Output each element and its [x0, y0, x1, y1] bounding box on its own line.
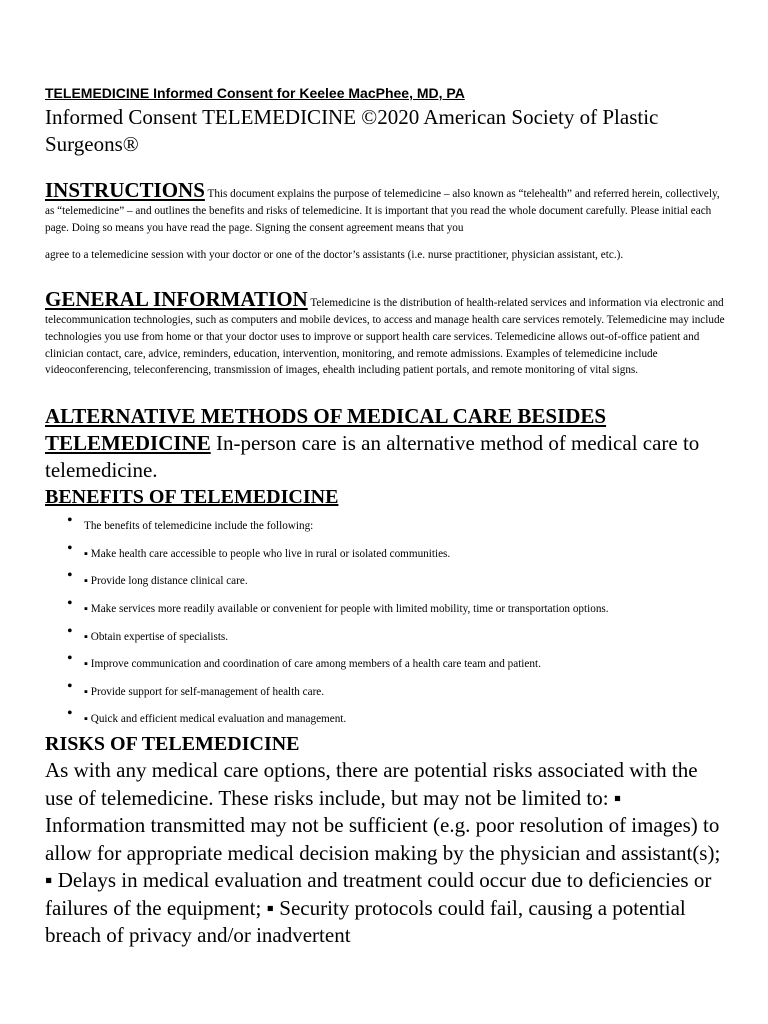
document-subtitle: Informed Consent TELEMEDICINE ©2020 American Society of Plastic Surgeons®	[45, 105, 659, 156]
list-item: • ▪ Provide long distance clinical care.	[67, 568, 725, 596]
general-information-text: Telemedicine is the distribution of health-related services and information via electronic and telecommunication technologies, such as computers and mobile devices, to access and manage health care services remotely. Telemedicine may include technologies you use from home or that your doctor uses to improve or support health care services. Telemedicine allows out-of-office patient and clinician contact, care, advice, reminders, education, intervention, monitoring, and remote admissions. Examples of telemedicine include videoconferencing, teleconferencing, transmission of images, ehealth including patient portals, and remote monitoring of vital signs.	[45, 297, 725, 377]
document-page	[45, 84, 725, 950]
list-item: • ▪ Obtain expertise of specialists.	[67, 624, 725, 652]
list-item: • ▪ Quick and efficient medical evaluation and management.	[67, 706, 725, 734]
bullet-icon: •	[67, 677, 73, 695]
alternative-methods-heading: ALTERNATIVE METHODS OF MEDICAL CARE BESIDES TELEMEDICINE	[45, 404, 607, 456]
bullet-icon: •	[67, 594, 73, 612]
bullet-icon: •	[67, 650, 73, 668]
list-item: • ▪ Make services more readily available or convenient for people with limited mobility, time or transportation options.	[67, 596, 725, 624]
list-item: • ▪ Provide support for self-management of health care.	[67, 679, 725, 707]
general-information-section	[45, 287, 725, 379]
instructions-text-end: agree to a telemedicine session with your doctor or one of the doctor’s assistants (i.e. nurse practitioner, physician assistant, etc.).	[45, 249, 624, 262]
instructions-heading: INSTRUCTIONS	[45, 178, 205, 202]
instructions-text: This document explains the purpose of telemedicine – also known as “telehealth” and referred herein, collectively, as “telemedicine” – and outlines the benefits and risks of telemedicine. It is important that you read the whole document carefully. Please initial each page. Doing so means you have read the page. Signing the consent agreement means that you	[45, 188, 720, 234]
bullet-icon: •	[67, 567, 73, 585]
bullet-icon: •	[67, 512, 73, 530]
risks-text: As with any medical care options, there are potential risks associated with the use of telemedicine. These risks include, but may not be limited to: ▪ Information transmitted may not be sufficient (e.g. poor resolution of images) to allow for appropriate medical decision making by the physician and assistant(s); ▪ Delays in medical evaluation and treatment could occur due to deficiencies or failures of the equipment; ▪ Security protocols could fail, causing a potential breach of privacy and/or inadvertent	[45, 757, 721, 948]
alternative-methods-section	[45, 403, 725, 484]
alternative-methods-text: In-person care is an alternative method of medical care to telemedicine.	[45, 431, 700, 483]
general-information-heading: GENERAL INFORMATION	[45, 287, 308, 312]
document-title: TELEMEDICINE Informed Consent for Keelee MacPhee, MD, PA	[45, 85, 465, 101]
list-item: • ▪ Improve communication and coordination of care among members of a health care team and patient.	[67, 651, 725, 679]
risks-heading: RISKS OF TELEMEDICINE	[45, 732, 300, 755]
benefits-list	[45, 513, 725, 734]
benefits-heading: BENEFITS OF TELEMEDICINE	[45, 486, 339, 509]
bullet-icon: •	[67, 705, 73, 723]
bullet-icon: •	[67, 622, 73, 640]
list-item: • ▪ Make health care accessible to people who live in rural or isolated communities.	[67, 541, 725, 569]
list-item: • The benefits of telemedicine include the following:	[67, 513, 725, 541]
bullet-icon: •	[67, 539, 73, 557]
instructions-section	[45, 178, 725, 236]
